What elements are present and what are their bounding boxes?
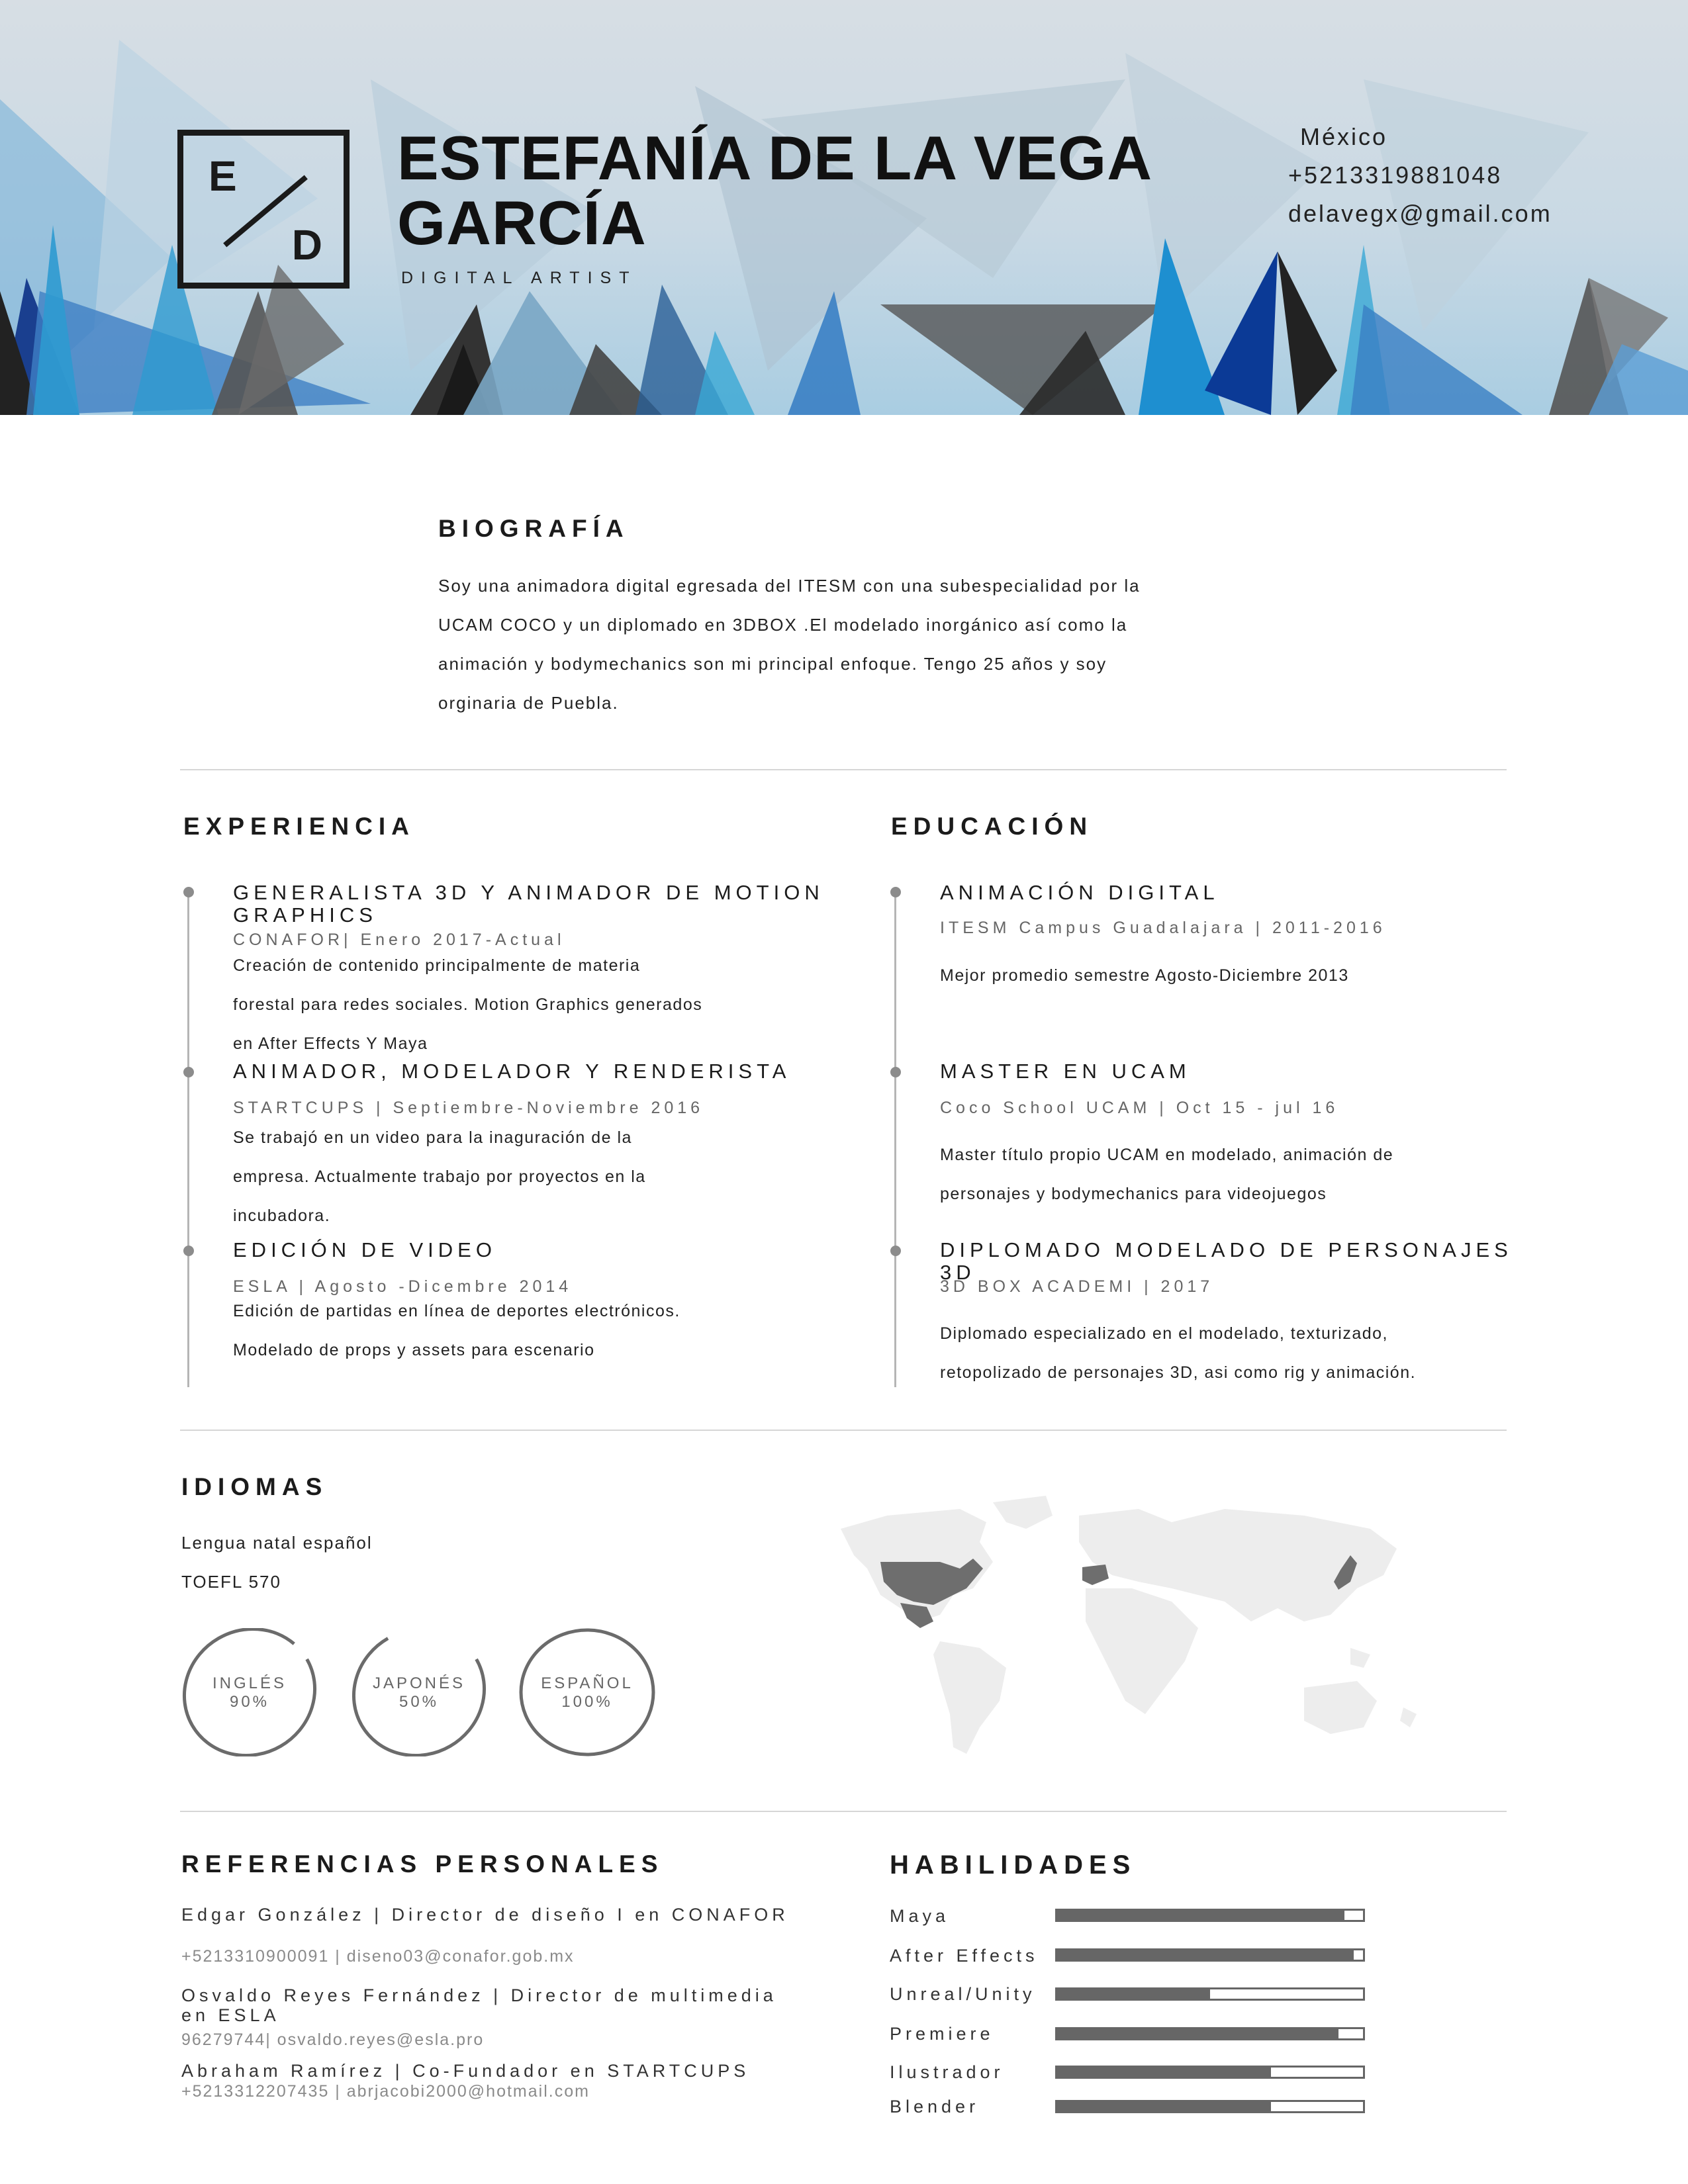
contact-email[interactable]: delavegx@gmail.com [1288, 200, 1552, 227]
contact-location: México [1300, 123, 1388, 150]
skill-label: Premiere [890, 2024, 994, 2044]
world-map-icon [827, 1489, 1450, 1774]
idiomas-line: TOEFL 570 [181, 1572, 281, 1592]
skill-bar [1055, 2066, 1365, 2079]
edu-desc-line: personajes y bodymechanics para videojuegos [940, 1185, 1327, 1203]
job-subtitle: DIGITAL ARTIST [401, 269, 637, 287]
logo-monogram [177, 130, 350, 289]
section-title-habilidades: HABILIDADES [890, 1850, 1137, 1880]
reference-contact: +5213310900091 | diseno03@conafor.gob.mx [181, 1947, 575, 1966]
skill-bar-fill [1057, 1989, 1210, 1999]
edu-description [940, 1136, 1523, 1214]
skill-bar [1055, 1987, 1365, 2001]
timeline-dot [183, 1246, 194, 1256]
logo-letter-d: D [291, 221, 322, 269]
section-title-biografia: BIOGRAFÍA [438, 515, 630, 542]
language-percent: 100% [561, 1693, 613, 1711]
language-name: JAPONÉS [372, 1674, 466, 1692]
job-title-line: EDICIÓN DE VIDEO [233, 1238, 496, 1261]
skill-bar [1055, 1948, 1365, 1962]
contact-block [1288, 118, 1552, 233]
full-name [397, 123, 1258, 257]
job-title [233, 882, 862, 927]
language-name: ESPAÑOL [541, 1674, 633, 1692]
job-desc-line: Se trabajó en un video para la inaguración de la [233, 1128, 632, 1147]
timeline-dot [890, 1067, 901, 1077]
language-percent: 90% [229, 1693, 270, 1711]
section-title-educacion: EDUCACIÓN [891, 813, 1094, 840]
educacion-timeline [894, 891, 896, 1387]
skill-bar [1055, 1909, 1365, 1922]
job-desc-line: forestal para redes sociales. Motion Graphics generados [233, 995, 703, 1014]
job-title-line: GENERALISTA 3D Y ANIMADOR DE MOTION [233, 881, 824, 904]
job-meta: STARTCUPS | Septiembre-Noviembre 2016 [233, 1099, 704, 1117]
language-label [181, 1674, 318, 1711]
skill-bar-fill [1057, 1950, 1354, 1960]
biografia-text [438, 567, 1299, 723]
language-circle-ingles [181, 1628, 318, 1756]
timeline-dot [890, 887, 901, 897]
job-desc-line: Edición de partidas en línea de deportes electrónicos. [233, 1302, 680, 1320]
reference-name-line: Osvaldo Reyes Fernández | Director de multimedia [181, 1985, 777, 2005]
skill-bar-fill [1057, 2102, 1271, 2111]
reference-name [181, 1985, 777, 2025]
language-label [351, 1674, 487, 1711]
section-title-idiomas: IDIOMAS [181, 1473, 328, 1500]
job-desc-line: Creación de contenido principalmente de materia [233, 956, 641, 975]
job-title [233, 1239, 862, 1261]
skill-bar-fill [1057, 1911, 1344, 1920]
edu-title: ANIMACIÓN DIGITAL [940, 881, 1219, 904]
timeline-dot [183, 887, 194, 897]
reference-contact: 96279744| osvaldo.reyes@esla.pro [181, 2030, 485, 2049]
biografia-line: orginaria de Puebla. [438, 693, 619, 713]
language-label [519, 1674, 655, 1711]
idiomas-line: Lengua natal español [181, 1533, 373, 1553]
job-desc-line: en After Effects Y Maya [233, 1034, 428, 1053]
reference-name [181, 1905, 789, 1925]
job-title-line: ANIMADOR, MODELADOR Y RENDERISTA [233, 1060, 791, 1083]
skill-bar [1055, 2027, 1365, 2040]
skill-label: Ilustrador [890, 2062, 1004, 2082]
job-description [233, 1292, 829, 1370]
skill-label: After Effects [890, 1946, 1039, 1966]
divider [180, 1811, 1507, 1812]
job-desc-line: Modelado de props y assets para escenario [233, 1341, 595, 1359]
divider [180, 769, 1507, 770]
timeline-dot [890, 1246, 901, 1256]
header-banner [0, 0, 1688, 415]
reference-name-line: Edgar González | Director de diseño I en CONAFOR [181, 1905, 789, 1925]
edu-desc-line: Diplomado especializado en el modelado, texturizado, [940, 1324, 1388, 1343]
timeline-dot [183, 1067, 194, 1077]
contact-phone[interactable]: +5213319881048 [1288, 161, 1503, 189]
edu-desc-line: Master título propio UCAM en modelado, animación de [940, 1146, 1394, 1164]
divider [180, 1430, 1507, 1431]
name-line-2: GARCÍA [397, 188, 647, 257]
language-percent: 50% [399, 1693, 440, 1711]
skill-bar-fill [1057, 2068, 1271, 2077]
reference-name-line: en ESLA [181, 2005, 280, 2025]
job-desc-line: incubadora. [233, 1206, 331, 1225]
reference-name [181, 2061, 749, 2081]
skill-bar-fill [1057, 2029, 1338, 2038]
experiencia-timeline [187, 891, 189, 1387]
job-description [233, 1118, 829, 1236]
section-title-experiencia: EXPERIENCIA [183, 813, 415, 840]
job-desc-line: empresa. Actualmente trabajo por proyectos en la [233, 1167, 646, 1186]
biografia-line: Soy una animadora digital egresada del ITESM con una subespecialidad por la [438, 576, 1141, 596]
name-line-1: ESTEFANÍA DE LA VEGA [397, 123, 1153, 193]
biografia-line: UCAM COCO y un diplomado en 3DBOX .El modelado inorgánico así como la [438, 615, 1128, 635]
skill-label: Maya [890, 1906, 950, 1926]
job-title-line: GRAPHICS [233, 903, 377, 927]
edu-meta: ITESM Campus Guadalajara | 2011-2016 [940, 919, 1386, 937]
job-title [233, 1060, 862, 1083]
edu-meta: 3D BOX ACADEMI | 2017 [940, 1277, 1214, 1296]
language-name: INGLÉS [212, 1674, 287, 1692]
section-title-referencias: REFERENCIAS PERSONALES [181, 1850, 664, 1878]
job-meta: ESLA | Agosto -Dicembre 2014 [233, 1277, 573, 1296]
logo-letter-e: E [209, 152, 237, 200]
edu-description [940, 956, 1523, 995]
edu-title: DIPLOMADO MODELADO DE PERSONAJES 3D [940, 1238, 1513, 1284]
job-meta: CONAFOR| Enero 2017-Actual [233, 931, 565, 949]
edu-title: MASTER EN UCAM [940, 1060, 1191, 1083]
reference-name-line: Abraham Ramírez | Co-Fundador en STARTCUPS [181, 2061, 750, 2081]
skill-bar [1055, 2100, 1365, 2113]
biografia-line: animación y bodymechanics son mi principal enfoque. Tengo 25 años y soy [438, 654, 1107, 674]
skill-label: Blender [890, 2097, 980, 2116]
skill-label: Unreal/Unity [890, 1984, 1036, 2004]
language-circle-japones [351, 1628, 487, 1756]
reference-contact: +5213312207435 | abrjacobi2000@hotmail.com [181, 2082, 590, 2101]
edu-meta: Coco School UCAM | Oct 15 - jul 16 [940, 1099, 1339, 1117]
language-circle-espanol [519, 1628, 655, 1756]
job-description [233, 946, 829, 1064]
edu-desc-line: Mejor promedio semestre Agosto-Diciembre 2013 [940, 966, 1349, 985]
idiomas-text [181, 1524, 645, 1602]
edu-desc-line: retopolizado de personajes 3D, asi como rig y animación. [940, 1363, 1417, 1382]
edu-description [940, 1314, 1536, 1392]
